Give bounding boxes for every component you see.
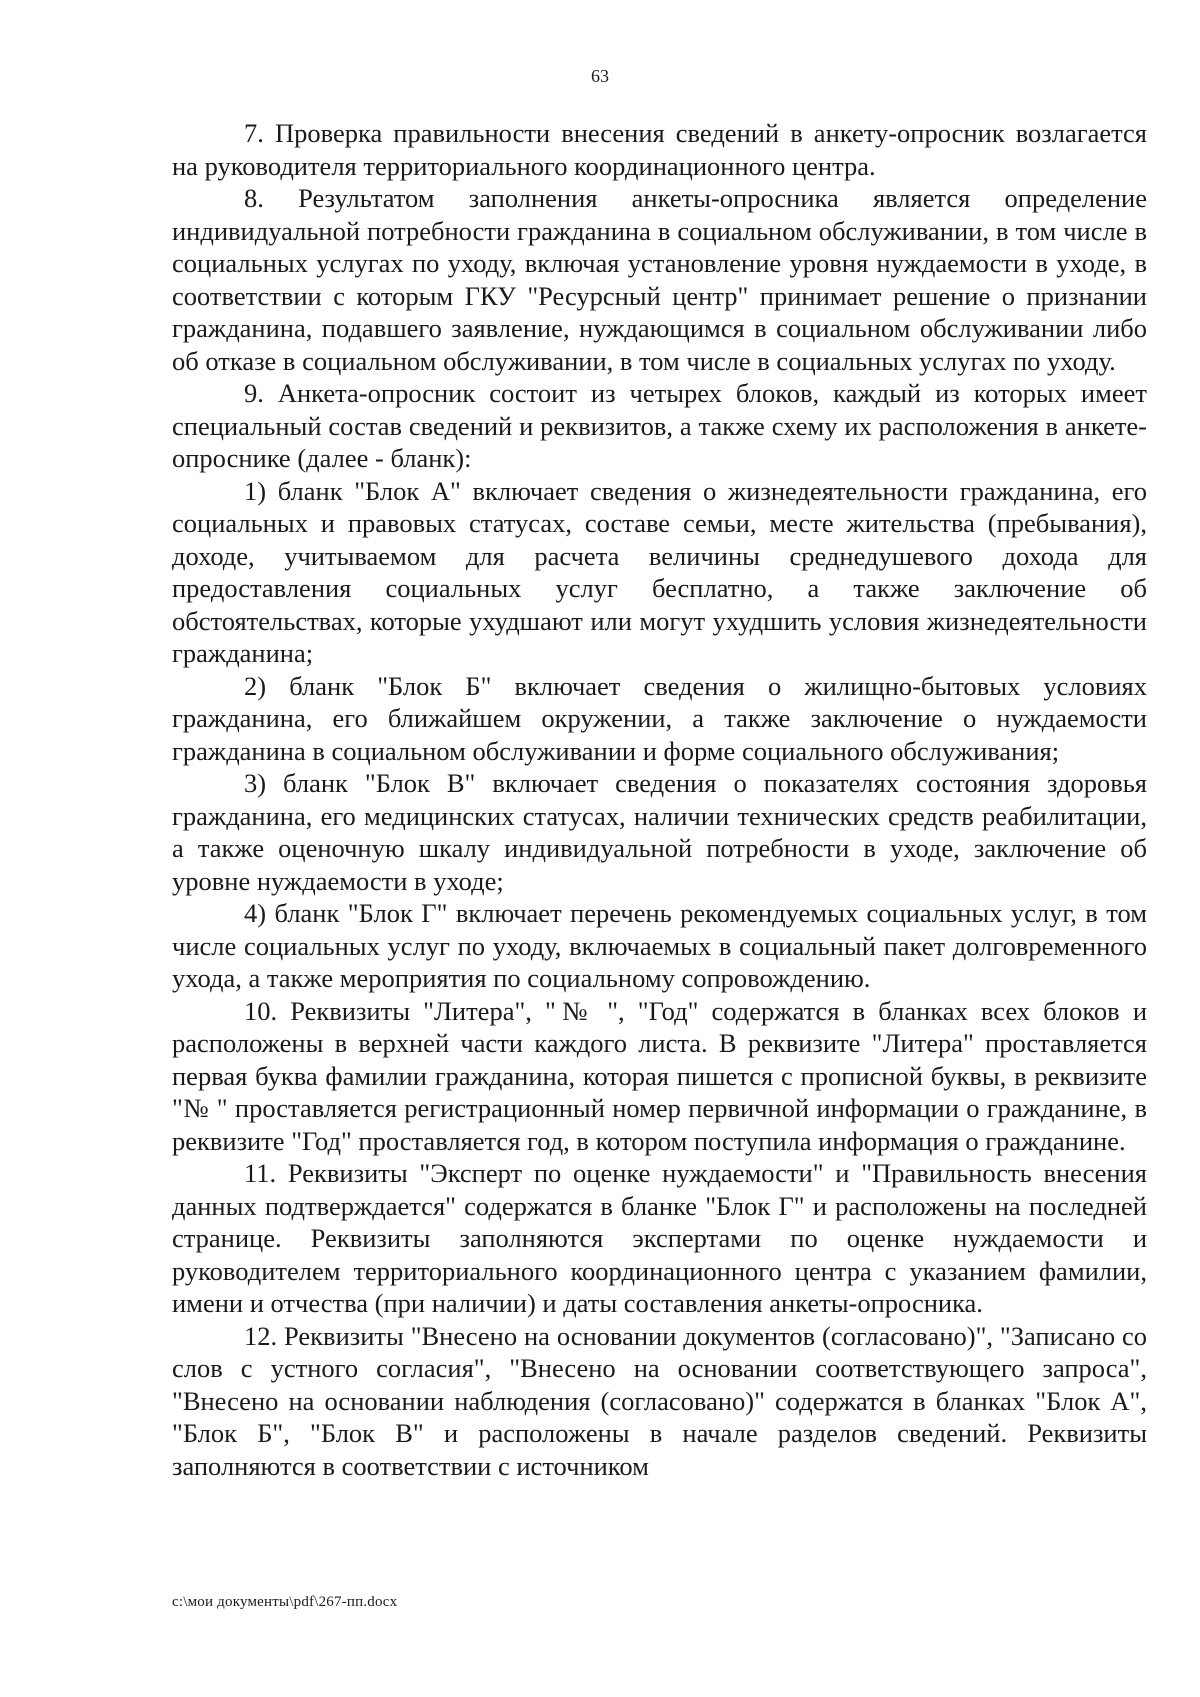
- list-item-block-g: 4) бланк "Блок Г" включает перечень рекомендуемых социальных услуг, в том числе социальных услуг по уходу, включаемых в социальный пакет долговременного ухода, а также мероприятия по социальному сопровождению.: [172, 898, 1147, 993]
- page-number: 63: [591, 66, 609, 86]
- footer-file-path: c:\мои документы\pdf\267-пп.docx: [172, 1594, 398, 1610]
- paragraph-8: 8. Результатом заполнения анкеты-опросника является определение индивидуальной потребности гражданина в социальном обслуживании, в том числе в социальных услугах по уходу, включая установление уровня нуждаемости в уходе, в соответствии с которым ГКУ "Ресурсный центр" принимает решение о признании гражданина, подавшего заявление, нуждающимся в социальном обслуживании либо об отказе в социальном обслуживании, в том числе в социальных услугах по уходу.: [172, 183, 1147, 376]
- paragraph-9: 9. Анкета-опросник состоит из четырех блоков, каждый из которых имеет специальный состав сведений и реквизитов, а также схему их расположения в анкете-опроснике (далее - бланк):: [172, 378, 1147, 473]
- list-item-block-b: 2) бланк "Блок Б" включает сведения о жилищно-бытовых условиях гражданина, его ближайшем окружении, а также заключение о нуждаемости гражданина в социальном обслуживании и форме социального обслуживания;: [172, 670, 1147, 766]
- list-item-block-v: 3) бланк "Блок В" включает сведения о показателях состояния здоровья гражданина, его медицинских статусах, наличии технических средств реабилитации, а также оценочную шкалу индивидуальной потребности в уходе, заключение об уровне нуждаемости в уходе;: [172, 768, 1147, 896]
- document-body: [172, 117, 1147, 1482]
- paragraph-11: 11. Реквизиты "Эксперт по оценке нуждаемости" и "Правильность внесения данных подтверждается" содержатся в бланке "Блок Г" и расположены на последней странице. Реквизиты заполняются экспертами по оценке нуждаемости и руководителем территориального координационного центра с указанием фамилии, имени и отчества (при наличии) и даты составления анкеты-опросника.: [172, 1158, 1147, 1318]
- list-item-block-a: 1) бланк "Блок А" включает сведения о жизнедеятельности гражданина, его социальных и правовых статусах, составе семьи, месте жительства (пребывания), доходе, учитываемом для расчета величины среднедушевого дохода для предоставления социальных услуг бесплатно, а также заключение об обстоятельствах, которые ухудшают или могут ухудшить условия жизнедеятельности гражданина;: [172, 475, 1147, 668]
- paragraph-7: 7. Проверка правильности внесения сведений в анкету-опросник возлагается на руководителя территориального координационного центра.: [172, 118, 1147, 181]
- paragraph-12: 12. Реквизиты "Внесено на основании документов (согласовано)", "Записано со слов с устного согласия", "Внесено на основании соответствующего запроса", "Внесено на основании наблюдения (согласовано)" содержатся в бланках "Блок А", "Блок Б", "Блок В" и расположены в начале разделов сведений. Реквизиты заполняются в соответствии с источником: [172, 1320, 1147, 1481]
- paragraph-10: 10. Реквизиты "Литера", "№ ", "Год" содержатся в бланках всех блоков и расположены в верхней части каждого листа. В реквизите "Литера" проставляется первая буква фамилии гражданина, которая пишется с прописной буквы, в реквизите "№ " проставляется регистрационный номер первичной информации о гражданине, в реквизите "Год" проставляется год, в котором поступила информация о гражданине.: [172, 995, 1147, 1156]
